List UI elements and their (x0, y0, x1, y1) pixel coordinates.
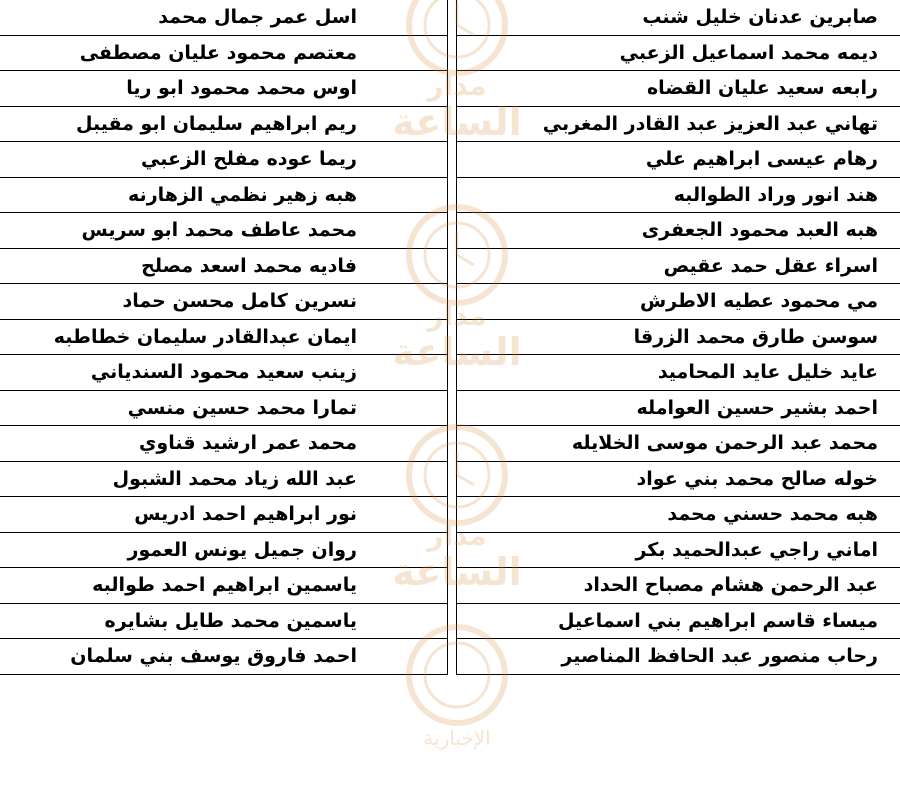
person-name: هبه زهير نظمي الزهارنه (128, 183, 357, 206)
svg-text:مدار: مدار (427, 299, 487, 332)
person-name: هند انور وراد الطوالبه (673, 183, 878, 206)
table-row (0, 462, 447, 498)
table-row (456, 0, 900, 36)
table-row (456, 462, 900, 498)
table-row (456, 284, 900, 320)
person-name: ريم ابراهيم سليمان ابو مقيبل (76, 112, 357, 135)
table-row (0, 284, 447, 320)
person-name: ياسمين ابراهيم احمد طوالبه (92, 574, 357, 596)
table-row (0, 604, 447, 640)
person-name: خوله صالح محمد بني عواد (636, 467, 878, 490)
person-name: نسرين كامل محسن حماد (122, 290, 357, 312)
person-name: هبه محمد حسني محمد (667, 503, 878, 525)
table-row (0, 178, 447, 214)
person-name: محمد عمر ارشيد قناوي (139, 432, 357, 454)
svg-text:الساعة: الساعة (392, 100, 522, 144)
table-row (0, 391, 447, 427)
person-name: ياسمين محمد طايل بشايره (104, 609, 357, 632)
person-name: معتصم محمود عليان مصطفى (79, 41, 357, 64)
table-row (0, 36, 447, 72)
table-row (456, 320, 900, 356)
person-name: صابرين عدنان خليل شنب (642, 6, 878, 28)
person-name: هبه العبد محمود الجعفرى (641, 219, 878, 241)
person-name: مي محمود عطيه الاطرش (639, 290, 878, 312)
table-row (0, 639, 447, 675)
table-row (456, 639, 900, 675)
person-name: اسل عمر جمال محمد (158, 6, 357, 28)
table-row (0, 71, 447, 107)
person-name: ريما عوده مفلح الزعبي (141, 148, 357, 170)
table-row (0, 213, 447, 249)
column-divider-right (456, 0, 457, 675)
table-row (456, 568, 900, 604)
table-row (456, 249, 900, 285)
person-name: سوسن طارق محمد الزرقا (633, 325, 878, 348)
table-row (456, 355, 900, 391)
table-row (456, 391, 900, 427)
column-divider-left (447, 0, 448, 675)
person-name: احمد فاروق يوسف بني سلمان (70, 645, 357, 667)
svg-text:مدار: مدار (427, 519, 487, 552)
person-name: تهاني عبد العزيز عبد القادر المغربي (542, 112, 878, 135)
table-row (0, 0, 447, 36)
person-name: ميساء قاسم ابراهيم بني اسماعيل (557, 609, 878, 632)
table-row (0, 249, 447, 285)
table-row (456, 178, 900, 214)
person-name: محمد عاطف محمد ابو سريس (81, 219, 357, 241)
table-row (0, 533, 447, 569)
person-name: نور ابراهيم احمد ادريس (134, 503, 357, 525)
person-name: روان جميل يونس العمور (127, 538, 357, 561)
person-name: اماني راجي عبدالحميد بكر (635, 538, 878, 561)
person-name: رهام عيسى ابراهيم علي (645, 148, 878, 170)
person-name: محمد عبد الرحمن موسى الخلايله (571, 432, 878, 454)
table-row (0, 426, 447, 462)
person-name: تمارا محمد حسين منسي (127, 396, 357, 419)
left-name-column (0, 0, 447, 675)
table-row (0, 355, 447, 391)
table-row (0, 320, 447, 356)
person-name: رحاب منصور عبد الحافظ المناصير (561, 645, 878, 667)
table-row (456, 71, 900, 107)
table-row (0, 568, 447, 604)
person-name: احمد بشير حسين العوامله (636, 396, 878, 419)
svg-text:مدار: مدار (427, 69, 487, 102)
svg-text:الإخبارية: الإخبارية (423, 726, 491, 750)
table-row (456, 142, 900, 178)
table-row (456, 213, 900, 249)
person-name: عايد خليل عايد المحاميد (657, 361, 878, 383)
person-name: عبد الله زياد محمد الشبول (112, 467, 357, 490)
person-name: فاديه محمد اسعد مصلح (141, 254, 357, 277)
right-name-column (456, 0, 900, 675)
person-name: ديمه محمد اسماعيل الزعبي (619, 41, 878, 64)
person-name: ايمان عبدالقادر سليمان خطاطبه (53, 325, 357, 348)
table-row (0, 107, 447, 143)
table-row (456, 604, 900, 640)
table-row (0, 497, 447, 533)
person-name: رابعه سعيد عليان القضاه (646, 77, 878, 99)
table-row (456, 36, 900, 72)
person-name: زينب سعيد محمود السندياني (90, 361, 357, 383)
person-name: اوس محمد محمود ابو ريا (126, 77, 357, 99)
table-row (456, 533, 900, 569)
person-name: اسراء عقل حمد عقيص (663, 254, 878, 277)
svg-text:الساعة: الساعة (392, 550, 522, 594)
table-row (456, 426, 900, 462)
table-row (456, 497, 900, 533)
svg-text:الساعة: الساعة (392, 330, 522, 374)
table-row (0, 142, 447, 178)
table-row (456, 107, 900, 143)
person-name: عبد الرحمن هشام مصباح الحداد (583, 574, 878, 596)
